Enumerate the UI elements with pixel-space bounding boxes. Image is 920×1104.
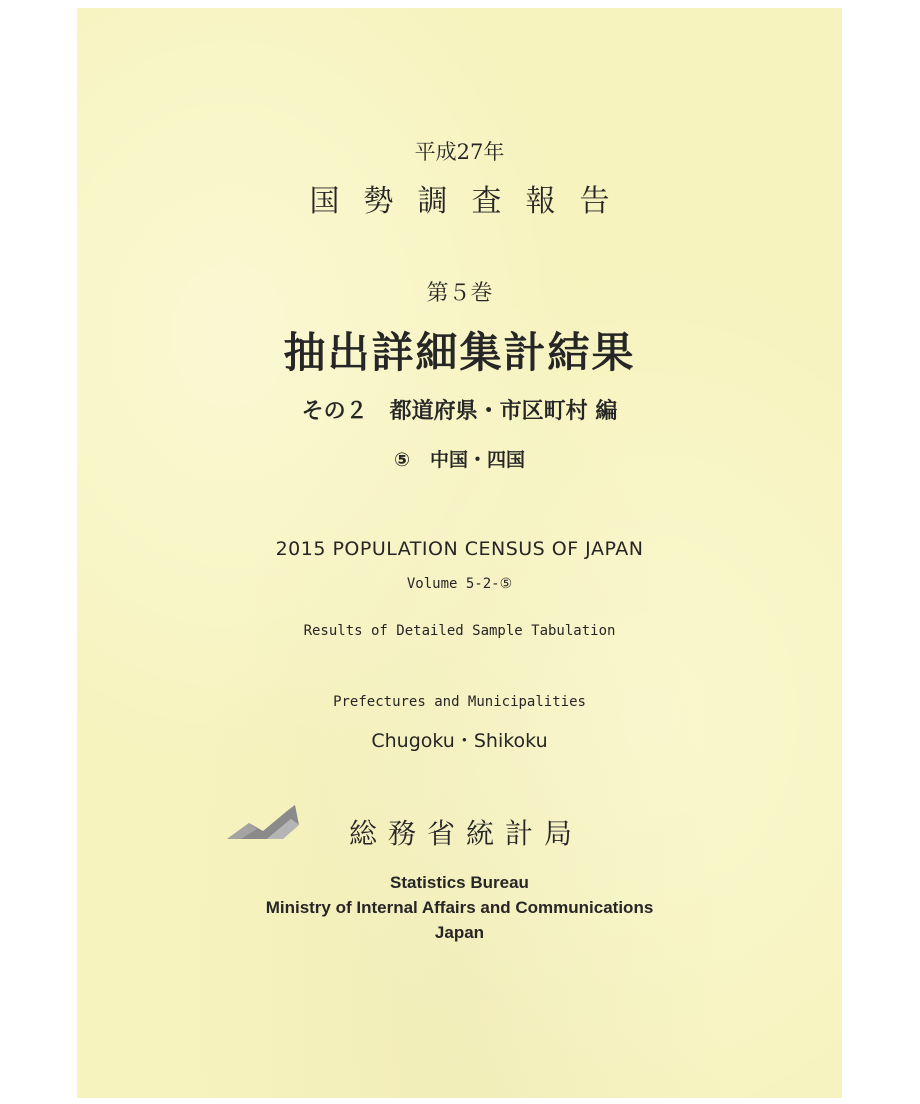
publisher-name-japanese: 総務省統計局 <box>349 817 584 850</box>
region-title: 中国・四国 <box>430 449 526 471</box>
cover-page <box>77 8 842 1098</box>
region-heading <box>77 445 842 472</box>
volume-label: 第５巻 <box>426 281 493 306</box>
english-region: Chugoku・Shikoku <box>371 730 548 752</box>
english-results-title: Results of Detailed Sample Tabulation <box>303 623 616 639</box>
part-title: 都道府県・市区町村 編 <box>389 399 618 424</box>
publisher-line-2: Ministry of Internal Affairs and Communications <box>265 898 654 917</box>
english-volume: Volume 5-2-⑤ <box>406 576 513 592</box>
series-title: 国勢調査報告 <box>309 184 634 219</box>
main-title: 抽出詳細集計結果 <box>283 328 636 377</box>
part-number: その２ <box>301 399 368 424</box>
english-title: 2015 POPULATION CENSUS OF JAPAN <box>275 538 644 560</box>
english-subtitle: Prefectures and Municipalities <box>333 694 586 710</box>
era-year: 平成27年 <box>414 140 505 164</box>
region-number: ⑤ <box>393 449 411 471</box>
publisher-line-1: Statistics Bureau <box>390 873 529 892</box>
part-heading <box>77 394 842 425</box>
publisher-line-3: Japan <box>434 923 485 942</box>
publisher-name-english <box>77 870 842 945</box>
statistics-bureau-logo-icon <box>227 803 317 843</box>
